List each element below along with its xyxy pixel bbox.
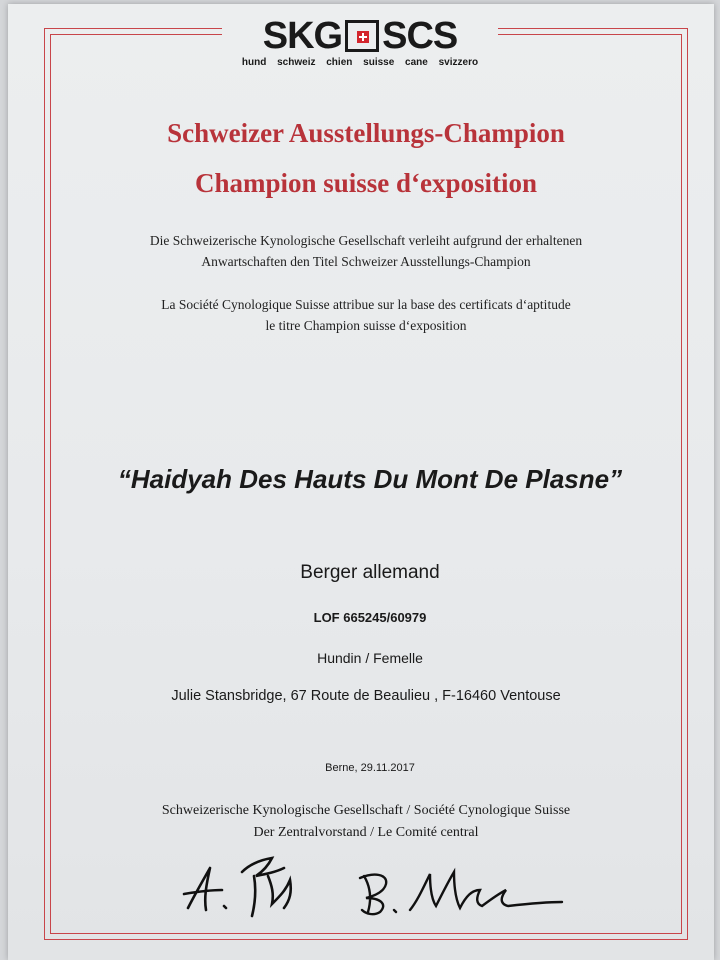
paragraph-french-line2: le titre Champion suisse d‘exposition <box>265 318 467 333</box>
paragraph-german <box>60 230 672 272</box>
title-french: Champion suisse d‘exposition <box>194 168 538 198</box>
paragraph-german-line2: Anwartschaften den Titel Schweizer Ausstellungs-Champion <box>201 254 531 269</box>
dog-sex: Hundin / Femelle <box>317 650 423 666</box>
paragraph-french-line1: La Société Cynologique Suisse attribue sur la base des certificats d‘aptitude <box>161 297 571 312</box>
logo-left-text: SKG <box>262 15 343 57</box>
issuer-line2: Der Zentralvorstand / Le Comité central <box>253 825 479 840</box>
issuer-block <box>60 800 672 844</box>
swiss-cross-icon <box>345 20 379 52</box>
registration-number: LOF 665245/60979 <box>313 610 427 625</box>
dog-name: “Haidyah Des Hauts Du Mont De Plasne” <box>117 464 623 494</box>
issuer-line1: Schweizerische Kynologische Gesellschaft / Société Cynologique Suisse <box>161 803 571 818</box>
owner-address: Julie Stansbridge, 67 Route de Beaulieu , F-16460 Ventouse <box>171 688 561 704</box>
title-german: Schweizer Ausstellungs-Champion <box>167 118 565 148</box>
logo-subtitle: hund schweiz chien suisse cane svizzero <box>241 57 479 68</box>
signature-left <box>176 846 316 926</box>
skg-scs-logo <box>222 10 498 70</box>
paragraph-german-line1: Die Schweizerische Kynologische Gesellschaft verleiht aufgrund der erhaltenen <box>149 233 583 248</box>
signature-right <box>350 860 570 920</box>
logo-right-text: SCS <box>382 15 458 57</box>
place-date: Berne, 29.11.2017 <box>325 762 415 774</box>
paragraph-french <box>60 294 672 336</box>
dog-breed: Berger allemand <box>300 562 440 583</box>
